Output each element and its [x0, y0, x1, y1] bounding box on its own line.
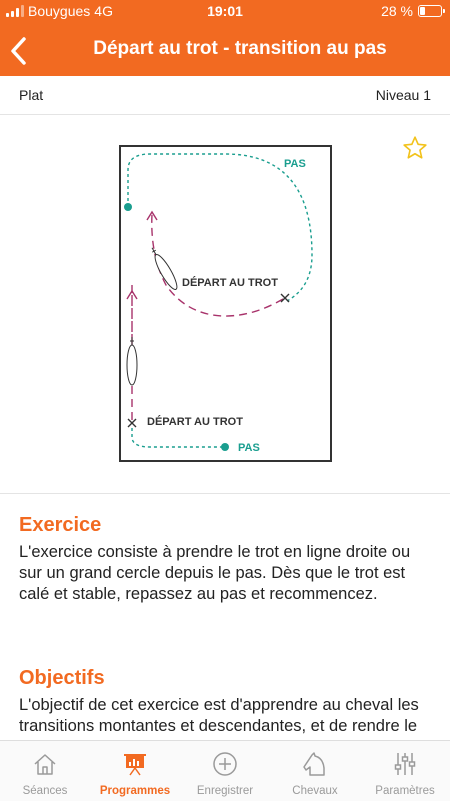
exercise-meta-bar — [0, 76, 450, 115]
tab-parametres-label: Paramètres — [375, 785, 435, 797]
network-type: 4G — [94, 3, 113, 19]
label-trot-top: DÉPART AU TROT — [182, 277, 278, 289]
objectives-description: L'objectif de cet exercice est d'apprendre au cheval les transitions montantes et descendantes, et de rendre le — [19, 696, 419, 735]
exercise-diagram — [0, 115, 450, 494]
tab-enregistrer-label: Enregistrer — [196, 785, 254, 797]
discipline-label: Plat — [19, 87, 44, 103]
arena-outline — [120, 146, 331, 461]
favorite-button[interactable] — [402, 135, 428, 161]
label-pas-top: PAS — [284, 158, 306, 170]
tab-programmes-label: Programmes — [99, 785, 171, 797]
app-header — [0, 0, 450, 76]
carrier-name: Bouygues — [28, 3, 91, 19]
exercise-description: L'exercice consiste à prendre le trot en ligne droite ou sur un grand cercle depuis le pas. Dès que le trot est calé et stable, repassez au pas et recommencez. — [19, 543, 411, 603]
plus-circle-icon — [211, 750, 239, 778]
level-label: Niveau 1 — [375, 87, 431, 103]
chevron-left-icon — [6, 34, 34, 68]
back-button[interactable] — [6, 34, 34, 68]
tab-chevaux-label: Chevaux — [292, 785, 338, 797]
clock: 19:01 — [207, 3, 243, 19]
arena-diagram — [0, 115, 450, 493]
walk-start-dot-top — [124, 203, 132, 211]
tab-parametres[interactable] — [360, 741, 450, 801]
tab-seances[interactable] — [0, 741, 90, 801]
horse-icon-circle — [148, 245, 181, 292]
easel-chart-icon — [121, 750, 149, 778]
tab-chevaux[interactable] — [270, 741, 360, 801]
tab-enregistrer[interactable] — [180, 741, 270, 801]
battery-percent: 28 % — [381, 3, 413, 19]
star-icon — [402, 135, 428, 161]
tab-programmes[interactable] — [90, 741, 180, 801]
sliders-icon — [391, 750, 419, 778]
status-bar — [0, 0, 450, 24]
cross-mark-circle — [281, 294, 289, 302]
page-title: Départ au trot - transition au pas — [93, 38, 387, 59]
horse-icon-straight — [127, 337, 137, 385]
exercise-heading: Exercice — [19, 514, 102, 536]
battery-icon — [418, 5, 442, 17]
house-icon — [31, 750, 59, 778]
cross-mark-straight — [128, 419, 136, 427]
tab-seances-label: Séances — [22, 785, 68, 797]
label-pas-bottom: PAS — [238, 442, 260, 454]
tab-bar — [0, 740, 450, 801]
walk-path-bottom — [132, 428, 225, 447]
objectives-heading: Objectifs — [19, 667, 105, 689]
horse-head-icon — [301, 750, 329, 778]
trot-path-circle — [152, 214, 283, 316]
exercise-details — [0, 494, 450, 740]
label-trot-bottom: DÉPART AU TROT — [147, 416, 243, 428]
walk-end-dot-bottom — [221, 443, 229, 451]
battery-status — [381, 3, 442, 19]
